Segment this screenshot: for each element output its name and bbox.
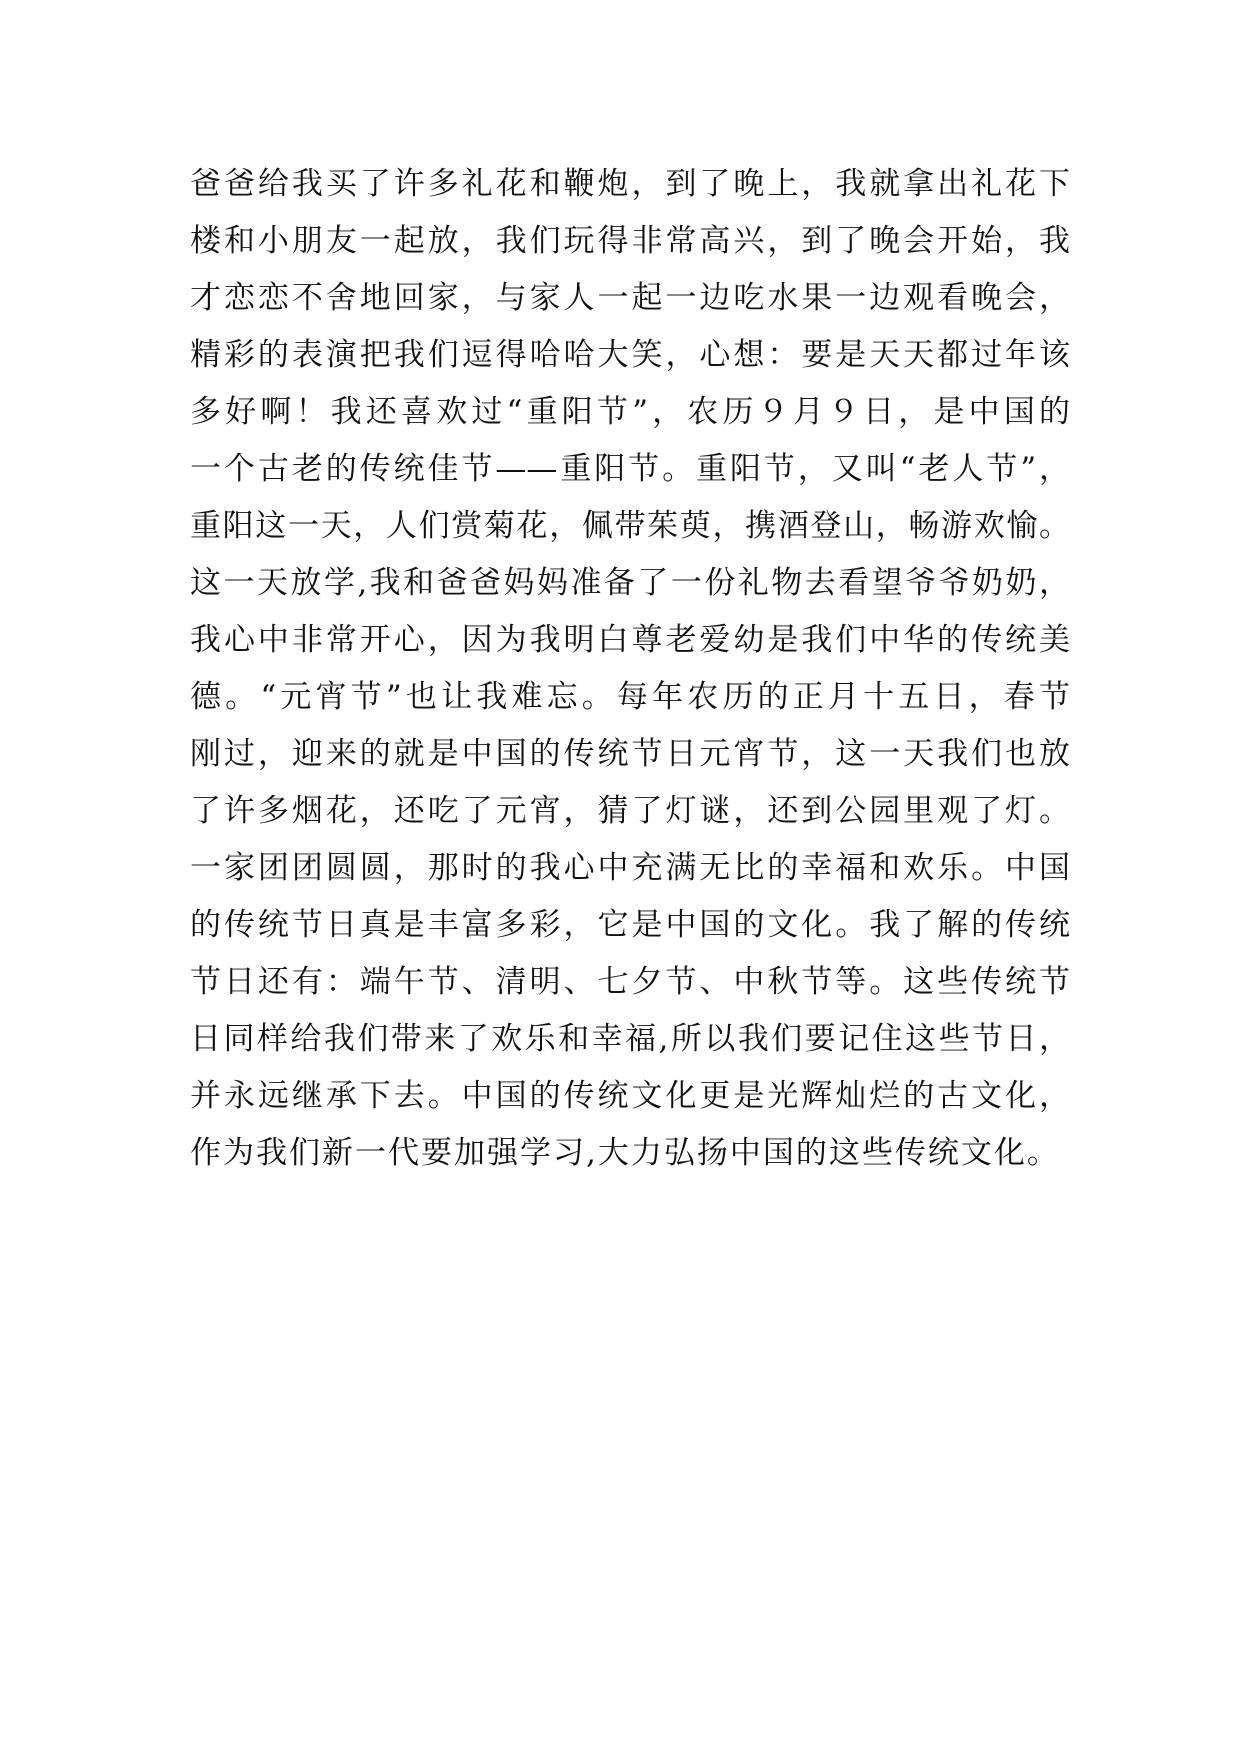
text-line-7: 重阳这一天，人们赏菊花，佩带茱萸，携酒登山，畅游欢愉。 (190, 508, 1070, 544)
body-paragraph (190, 156, 1070, 1182)
text-line-4: 精彩的表演把我们逗得哈哈大笑，心想：要是天天都过年该 (190, 337, 1070, 373)
text-line-11: 刚过，迎来的就是中国的传统节日元宵节，这一天我们也放 (190, 736, 1070, 772)
text-line-1: 爸爸给我买了许多礼花和鞭炮，到了晚上，我就拿出礼花下 (190, 166, 1070, 202)
text-line-6: 一个古老的传统佳节——重阳节。重阳节，又叫“老人节”， (190, 451, 1070, 487)
text-line-16: 日同样给我们带来了欢乐和幸福,所以我们要记住这些节日， (190, 1021, 1070, 1057)
text-line-15: 节日还有：端午节、清明、七夕节、中秋节等。这些传统节 (190, 964, 1070, 1000)
text-line-5: 多好啊！我还喜欢过“重阳节”，农历９月９日，是中国的 (190, 394, 1070, 430)
text-line-18: 作为我们新一代要加强学习,大力弘扬中国的这些传统文化。 (190, 1135, 1060, 1171)
text-line-14: 的传统节日真是丰富多彩，它是中国的文化。我了解的传统 (190, 907, 1070, 943)
text-line-8: 这一天放学,我和爸爸妈妈准备了一份礼物去看望爷爷奶奶， (190, 565, 1070, 601)
text-line-9: 我心中非常开心，因为我明白尊老爱幼是我们中华的传统美 (190, 622, 1070, 658)
text-line-13: 一家团团圆圆，那时的我心中充满无比的幸福和欢乐。中国 (190, 850, 1070, 886)
text-line-2: 楼和小朋友一起放，我们玩得非常高兴，到了晚会开始，我 (190, 223, 1070, 259)
text-line-10: 德。“元宵节”也让我难忘。每年农历的正月十五日，春节 (190, 679, 1070, 715)
text-line-12: 了许多烟花，还吃了元宵，猜了灯谜，还到公园里观了灯。 (190, 793, 1070, 829)
text-line-3: 才恋恋不舍地回家，与家人一起一边吃水果一边观看晚会， (190, 280, 1070, 316)
text-line-17: 并永远继承下去。中国的传统文化更是光辉灿烂的古文化， (190, 1078, 1070, 1114)
